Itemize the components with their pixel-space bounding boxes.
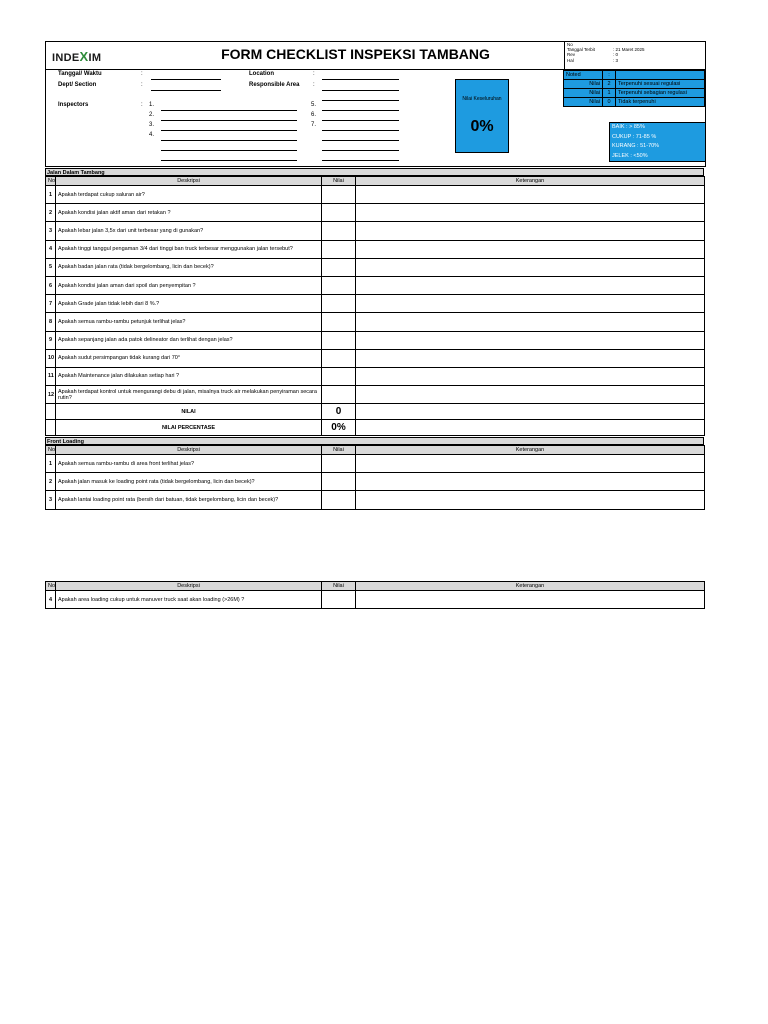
header-keterangan: Keterangan bbox=[356, 446, 705, 455]
dept-label: Dept/ Section bbox=[58, 82, 97, 88]
row-number: 4 bbox=[46, 591, 56, 609]
row-description: Apakah kondisi jalan aman dari spoil dan penyempitan ? bbox=[56, 276, 322, 294]
legend-label: Nilai bbox=[564, 98, 603, 107]
inspector-number: 6. bbox=[310, 112, 316, 118]
checklist-table-jalan bbox=[45, 176, 705, 436]
inspector-number: 2. bbox=[148, 112, 154, 118]
row-description: Apakah sudut persimpangan tidak kurang dari 70° bbox=[56, 349, 322, 367]
row-keterangan-cell[interactable] bbox=[356, 386, 705, 404]
table-row bbox=[46, 491, 705, 509]
inspector-field[interactable] bbox=[322, 140, 399, 141]
row-keterangan-cell[interactable] bbox=[356, 349, 705, 367]
inspector-field[interactable] bbox=[322, 100, 399, 101]
responsible-area-field[interactable] bbox=[322, 90, 399, 91]
responsible-area-label: Responsible Area bbox=[249, 82, 300, 88]
legend-score: 1 bbox=[603, 89, 616, 98]
row-nilai-cell[interactable] bbox=[322, 186, 356, 204]
empty-cell bbox=[356, 420, 705, 436]
meta-row bbox=[567, 58, 707, 63]
empty-cell bbox=[46, 404, 56, 420]
table-row bbox=[46, 331, 705, 349]
row-description: Apakah terdapat kontrol untuk mengurangi debu di jalan, misalnya truck air melakukan penyiraman secara rutin? bbox=[56, 386, 322, 404]
row-description: Apakah semua rambu-rambu di area front terlihat jelas? bbox=[56, 455, 322, 473]
header-nilai: Nilai bbox=[322, 582, 356, 591]
row-description: Apakah lebar jalan 3,5x dari unit terbesar yang di gunakan? bbox=[56, 222, 322, 240]
row-nilai-cell[interactable] bbox=[322, 240, 356, 258]
tanggal-field[interactable] bbox=[151, 79, 221, 80]
row-number: 6 bbox=[46, 276, 56, 294]
colon: : bbox=[313, 82, 315, 88]
noted-label: Noted bbox=[564, 71, 603, 80]
table-row bbox=[46, 386, 705, 404]
table-row bbox=[46, 204, 705, 222]
row-keterangan-cell[interactable] bbox=[356, 204, 705, 222]
colon: : bbox=[141, 71, 143, 77]
row-number: 3 bbox=[46, 222, 56, 240]
legend-desc: Terpenuhi sesuai regulasi bbox=[616, 80, 705, 89]
row-nilai-cell[interactable] bbox=[322, 204, 356, 222]
row-description: Apakah jalan masuk ke loading point rata (tidak bergelombang, licin dan becek)? bbox=[56, 473, 322, 491]
inspector-number: 5. bbox=[310, 102, 316, 108]
meta-key: Tanggal Terbit bbox=[567, 47, 595, 53]
empty-cell bbox=[46, 420, 56, 436]
meta-value: : 21 Maret 2025 bbox=[613, 47, 645, 53]
inspector-field[interactable] bbox=[161, 160, 297, 161]
noted-value bbox=[616, 71, 705, 80]
location-field[interactable] bbox=[322, 79, 399, 80]
summary-label: NILAI bbox=[56, 404, 322, 420]
inspector-field[interactable] bbox=[322, 150, 399, 151]
row-number: 9 bbox=[46, 331, 56, 349]
legend-desc: Tidak terpenuhi bbox=[616, 98, 705, 107]
total-score-row bbox=[46, 404, 705, 420]
row-number: 12 bbox=[46, 386, 56, 404]
row-keterangan-cell[interactable] bbox=[356, 186, 705, 204]
table-row bbox=[46, 186, 705, 204]
row-keterangan-cell[interactable] bbox=[356, 295, 705, 313]
row-nilai-cell[interactable] bbox=[322, 591, 356, 609]
section-title-jalan: Jalan Dalam Tambang bbox=[45, 168, 704, 176]
row-description: Apakah Grade jalan tidak lebih dari 8 %.? bbox=[56, 295, 322, 313]
document-header bbox=[45, 41, 706, 70]
header-deskripsi: Deskripsi bbox=[56, 446, 322, 455]
grade-item: KURANG : 51-70% bbox=[610, 142, 705, 152]
meta-key: Rev bbox=[567, 52, 576, 58]
row-nilai-cell[interactable] bbox=[322, 295, 356, 313]
table-row bbox=[46, 313, 705, 331]
inspector-field[interactable] bbox=[322, 120, 399, 121]
colon: : bbox=[141, 102, 143, 108]
tanggal-label: Tanggal/ Waktu bbox=[58, 71, 102, 77]
inspectors-label: Inspectors bbox=[58, 102, 89, 108]
table-row bbox=[46, 591, 705, 609]
document-meta bbox=[564, 42, 707, 69]
colon: : bbox=[313, 71, 315, 77]
header-deskripsi: Deskripsi bbox=[56, 582, 322, 591]
row-number: 3 bbox=[46, 491, 56, 509]
row-nilai-cell[interactable] bbox=[322, 473, 356, 491]
row-nilai-cell[interactable] bbox=[322, 367, 356, 385]
header-nilai: Nilai bbox=[322, 446, 356, 455]
row-description: Apakah Maintenance jalan dilakukan setiap hari ? bbox=[56, 367, 322, 385]
table-row bbox=[46, 349, 705, 367]
row-keterangan-cell[interactable] bbox=[356, 276, 705, 294]
grade-item: BAIK : > 85% bbox=[610, 123, 705, 133]
header-no: No bbox=[46, 446, 56, 455]
row-nilai-cell[interactable] bbox=[322, 276, 356, 294]
row-description: Apakah sepanjang jalan ada patok delineator dan terlihat dengan jelas? bbox=[56, 331, 322, 349]
inspector-field[interactable] bbox=[322, 160, 399, 161]
overall-score-box bbox=[455, 79, 509, 153]
row-description: Apakah kondisi jalan aktif aman dari retakan ? bbox=[56, 204, 322, 222]
table-row bbox=[46, 295, 705, 313]
row-number: 11 bbox=[46, 367, 56, 385]
row-keterangan-cell[interactable] bbox=[356, 473, 705, 491]
row-number: 4 bbox=[46, 240, 56, 258]
header-keterangan: Keterangan bbox=[356, 582, 705, 591]
inspector-number: 3. bbox=[148, 122, 154, 128]
row-number: 1 bbox=[46, 455, 56, 473]
table-row bbox=[46, 258, 705, 276]
row-keterangan-cell[interactable] bbox=[356, 591, 705, 609]
row-keterangan-cell[interactable] bbox=[356, 258, 705, 276]
table-row bbox=[46, 240, 705, 258]
table-row bbox=[46, 473, 705, 491]
inspector-field[interactable] bbox=[161, 120, 297, 121]
row-description: Apakah terdapat cukup saluran air? bbox=[56, 186, 322, 204]
row-number: 10 bbox=[46, 349, 56, 367]
noted-colon: : bbox=[603, 71, 616, 80]
row-description: Apakah badan jalan rata (tidak bergelombang, licin dan becek)? bbox=[56, 258, 322, 276]
table-row bbox=[46, 455, 705, 473]
legend-desc: Terpenuhi sebagian regulasi bbox=[616, 89, 705, 98]
inspector-field[interactable] bbox=[161, 140, 297, 141]
header-deskripsi: Deskripsi bbox=[56, 177, 322, 186]
meta-value: : 0 bbox=[613, 52, 619, 58]
summary-value: 0% bbox=[322, 420, 356, 436]
company-logo: INDEXIM bbox=[52, 49, 102, 64]
inspection-info bbox=[45, 69, 706, 167]
row-description: Apakah tinggi tanggul pengaman 3/4 dari tinggi ban truck terbesar menggunakan jalan tersebut? bbox=[56, 240, 322, 258]
grade-item: CUKUP : 71-85 % bbox=[610, 133, 705, 143]
table-row bbox=[46, 222, 705, 240]
row-nilai-cell[interactable] bbox=[322, 455, 356, 473]
dept-field[interactable] bbox=[151, 90, 221, 91]
row-keterangan-cell[interactable] bbox=[356, 313, 705, 331]
row-keterangan-cell[interactable] bbox=[356, 222, 705, 240]
inspector-field[interactable] bbox=[161, 110, 297, 111]
row-nilai-cell[interactable] bbox=[322, 491, 356, 509]
row-nilai-cell[interactable] bbox=[322, 258, 356, 276]
legend-label: Nilai bbox=[564, 89, 603, 98]
table-row bbox=[46, 276, 705, 294]
row-number: 5 bbox=[46, 258, 56, 276]
row-description: Apakah area loading cukup untuk manuver truck saat akan loading (>26M) ? bbox=[56, 591, 322, 609]
legend-score: 0 bbox=[603, 98, 616, 107]
summary-value: 0 bbox=[322, 404, 356, 420]
colon: : bbox=[141, 82, 143, 88]
overall-score-value: 0% bbox=[470, 118, 494, 135]
meta-key: Hal bbox=[567, 57, 574, 63]
header-nilai: Nilai bbox=[322, 177, 356, 186]
inspector-field[interactable] bbox=[322, 110, 399, 111]
section-title-front-loading: Front Loading bbox=[45, 437, 704, 445]
row-number: 1 bbox=[46, 186, 56, 204]
header-keterangan: Keterangan bbox=[356, 177, 705, 186]
inspector-number: 7. bbox=[310, 122, 316, 128]
row-nilai-cell[interactable] bbox=[322, 222, 356, 240]
row-number: 8 bbox=[46, 313, 56, 331]
row-keterangan-cell[interactable] bbox=[356, 331, 705, 349]
inspector-number: 1. bbox=[148, 102, 154, 108]
meta-value: : 3 bbox=[613, 57, 619, 63]
score-legend bbox=[563, 70, 705, 107]
inspector-number: 4. bbox=[148, 132, 154, 138]
header-no: No bbox=[46, 582, 56, 591]
form-title: FORM CHECKLIST INSPEKSI TAMBANG bbox=[221, 46, 490, 62]
row-keterangan-cell[interactable] bbox=[356, 491, 705, 509]
row-number: 2 bbox=[46, 473, 56, 491]
summary-label: NILAI PERCENTASE bbox=[56, 420, 322, 436]
row-nilai-cell[interactable] bbox=[322, 313, 356, 331]
row-keterangan-cell[interactable] bbox=[356, 455, 705, 473]
row-number: 2 bbox=[46, 204, 56, 222]
inspector-field[interactable] bbox=[161, 150, 297, 151]
row-nilai-cell[interactable] bbox=[322, 349, 356, 367]
checklist-table-front-loading bbox=[45, 445, 705, 510]
row-nilai-cell[interactable] bbox=[322, 331, 356, 349]
legend-label: Nilai bbox=[564, 80, 603, 89]
percentage-row bbox=[46, 420, 705, 436]
row-description: Apakah lantai loading point rata (bersih dari batuan, tidak bergelombang, licin dan becek)? bbox=[56, 491, 322, 509]
row-number: 7 bbox=[46, 295, 56, 313]
row-keterangan-cell[interactable] bbox=[356, 367, 705, 385]
grade-item: JELEK : <50% bbox=[610, 152, 705, 162]
inspector-field[interactable] bbox=[161, 130, 297, 131]
legend-score: 2 bbox=[603, 80, 616, 89]
grade-legend bbox=[609, 122, 706, 162]
overall-score-label: Nilai Keseluruhan bbox=[462, 96, 502, 102]
meta-key: No bbox=[567, 42, 573, 47]
location-label: Location bbox=[249, 71, 274, 77]
header-no: No bbox=[46, 177, 56, 186]
row-keterangan-cell[interactable] bbox=[356, 240, 705, 258]
inspector-field[interactable] bbox=[322, 130, 399, 131]
table-row bbox=[46, 367, 705, 385]
row-nilai-cell[interactable] bbox=[322, 386, 356, 404]
row-description: Apakah semua rambu-rambu petunjuk terlihat jelas? bbox=[56, 313, 322, 331]
checklist-table-front-loading-continued bbox=[45, 581, 705, 609]
empty-cell bbox=[356, 404, 705, 420]
